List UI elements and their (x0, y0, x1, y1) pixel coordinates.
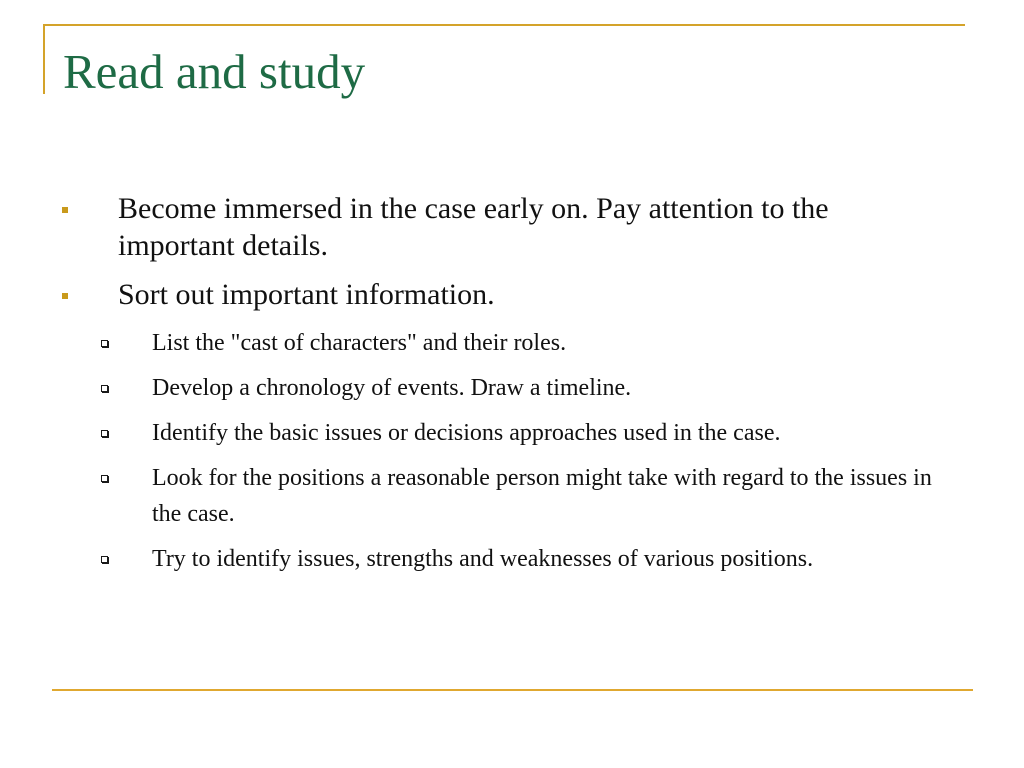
footer-rule (52, 689, 973, 691)
bullet-item (0, 276, 938, 313)
sub-bullet-item (0, 325, 964, 361)
square-bullet-icon (62, 293, 68, 299)
sub-bullet-text: Look for the positions a reasonable person might take with regard to the issues in the case. (152, 465, 932, 527)
sub-bullet-text: List the "cast of characters" and their roles. (152, 330, 567, 356)
sub-bullet-item (0, 460, 964, 532)
frame-left-rule (43, 24, 45, 94)
sub-bullet-text: Develop a chronology of events. Draw a timeline. (152, 375, 632, 401)
sub-bullet-item (0, 541, 964, 577)
hollow-square-bullet-icon (101, 430, 108, 437)
frame-top-rule (43, 24, 965, 26)
hollow-square-bullet-icon (101, 385, 108, 392)
square-bullet-icon (62, 207, 68, 213)
hollow-square-bullet-icon (101, 556, 108, 563)
bullet-item (0, 190, 938, 264)
sub-bullet-item (0, 415, 964, 451)
sub-bullet-text: Try to identify issues, strengths and weaknesses of various positions. (152, 546, 814, 572)
bullet-text: Sort out important information. (118, 278, 495, 311)
sub-bullet-item (0, 370, 964, 406)
slide-title: Read and study (63, 44, 366, 99)
bullet-list (0, 190, 1024, 586)
sub-bullet-text: Identify the basic issues or decisions approaches used in the case. (152, 420, 781, 446)
hollow-square-bullet-icon (101, 340, 108, 347)
hollow-square-bullet-icon (101, 475, 108, 482)
bullet-text: Become immersed in the case early on. Pay attention to the important details. (118, 192, 829, 262)
